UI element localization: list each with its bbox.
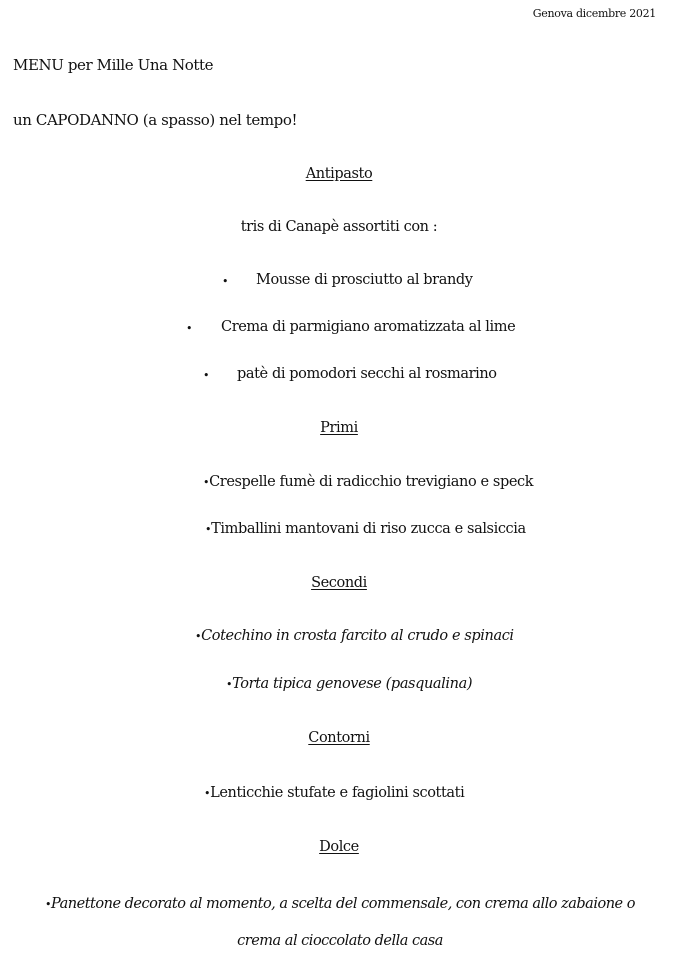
dolce-item bbox=[26, 886, 654, 959]
bullet-marker: • bbox=[226, 678, 233, 691]
secondi-item bbox=[195, 628, 514, 644]
section-heading-primi: Primi bbox=[320, 420, 358, 436]
bullet-marker: • bbox=[186, 322, 193, 335]
section-heading-secondi: Secondi bbox=[311, 575, 367, 591]
document-date: Genova dicembre 2021 bbox=[532, 7, 656, 20]
bullet-marker: • bbox=[203, 476, 210, 489]
secondi-item bbox=[226, 676, 472, 692]
contorni-item bbox=[204, 785, 464, 801]
bullet-marker: • bbox=[205, 523, 212, 536]
primi-item bbox=[205, 521, 526, 537]
bullet-marker: • bbox=[203, 369, 210, 382]
antipasto-intro: tris di Canapè assortiti con : bbox=[240, 219, 438, 235]
antipasto-item: Crema di parmigiano aromatizzata al lime bbox=[221, 319, 516, 335]
bullet-marker: • bbox=[45, 898, 52, 911]
antipasto-item: patè di pomodori secchi al rosmarino bbox=[237, 366, 497, 382]
primi-item-text: Crespelle fumè di radicchio trevigiano e speck bbox=[209, 474, 534, 490]
section-heading-contorni: Contorni bbox=[308, 730, 370, 746]
secondi-item-text: Cotechino in crosta farcito al crudo e spinaci bbox=[201, 628, 514, 644]
antipasto-item: Mousse di prosciutto al brandy bbox=[256, 272, 473, 288]
primi-item bbox=[203, 474, 533, 490]
section-heading-antipasto: Antipasto bbox=[305, 166, 373, 182]
menu-subtitle: un CAPODANNO (a spasso) nel tempo! bbox=[13, 111, 298, 129]
bullet-marker: • bbox=[204, 787, 211, 800]
primi-item-text: Timballini mantovani di riso zucca e salsiccia bbox=[211, 521, 526, 537]
dolce-item-text: Panettone decorato al momento, a scelta del commensale, con crema allo zabaione o crema al cioccolato della casa bbox=[51, 896, 635, 949]
contorni-item-text: Lenticchie stufate e fagiolini scottati bbox=[210, 785, 465, 801]
bullet-marker: • bbox=[222, 275, 229, 288]
section-heading-dolce: Dolce bbox=[319, 839, 359, 855]
bullet-marker: • bbox=[195, 630, 202, 643]
menu-title: MENU per Mille Una Notte bbox=[13, 56, 214, 74]
secondi-item-text: Torta tipica genovese (pasqualina) bbox=[232, 676, 473, 692]
